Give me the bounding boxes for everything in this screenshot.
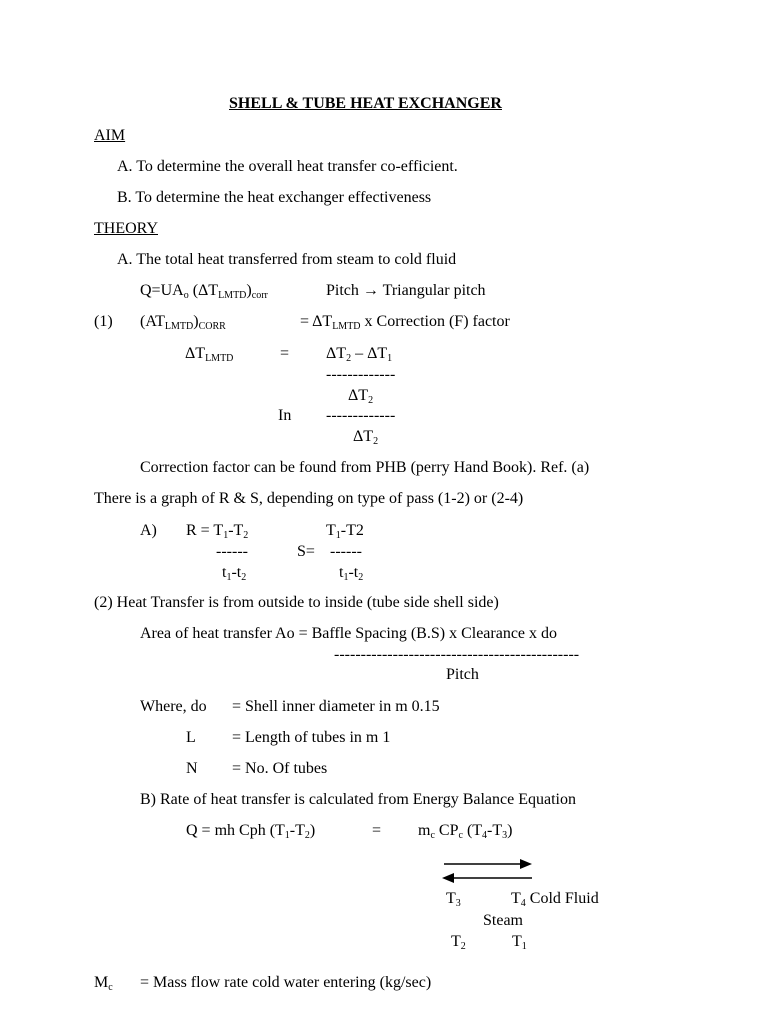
where-def-n: = No. Of tubes bbox=[232, 760, 328, 777]
lmtd-log-bottom: $\Delta T_2$ bbox=[353, 428, 379, 447]
s-equals: S= bbox=[297, 543, 315, 560]
q-balance-lhs: Q = mh Cph $(T_1-T_2)$ bbox=[186, 822, 316, 841]
energy-balance-text: B) Rate of heat transfer is calculated from Energy Balance Equation bbox=[140, 791, 576, 808]
where-sym-do: Where, do bbox=[140, 698, 207, 715]
aim-item-a: A. To determine the overall heat transfer co-efficient. bbox=[117, 158, 458, 175]
right-arrow-icon bbox=[442, 857, 534, 871]
corr-lhs: $(AT_{LMTD})_{CORR}$ bbox=[140, 313, 226, 332]
mc-definition: = Mass flow rate cold water entering (kg/sec) bbox=[140, 974, 432, 991]
t4-cold-fluid-label: $T_4$ Cold Fluid bbox=[511, 890, 599, 909]
aim-item-b: B. To determine the heat exchanger effectiveness bbox=[117, 189, 432, 206]
lmtd-lhs: $\Delta T_{LMTD}$ bbox=[185, 345, 234, 364]
area-denominator: Pitch bbox=[446, 666, 479, 683]
steam-label: Steam bbox=[483, 912, 523, 929]
theory-item-a: A. The total heat transferred from steam to cold fluid bbox=[117, 251, 457, 268]
area-divider: ---------------------------------------------- bbox=[334, 646, 580, 663]
area-formula: Area of heat transfer Ao = Baffle Spacing (B.S) x Clearance x do bbox=[140, 625, 558, 642]
q-equation: $Q=UA_o$ $(\Delta T_{LMTD})_{corr}$ bbox=[140, 282, 268, 301]
s-numerator: $T_1-T2$ bbox=[326, 522, 364, 541]
lmtd-divider: ------------- bbox=[326, 366, 396, 383]
pitch-note: Pitch → Triangular pitch bbox=[326, 282, 486, 299]
graph-text: There is a graph of R & S, depending on type of pass (1-2) or (2-4) bbox=[94, 490, 524, 507]
heat-direction: (2) Heat Transfer is from outside to inside (tube side shell side) bbox=[94, 594, 499, 611]
t2-label: $T_2$ bbox=[451, 933, 466, 952]
where-def-do: = Shell inner diameter in m 0.15 bbox=[232, 698, 440, 715]
equation-number: (1) bbox=[94, 313, 113, 330]
lmtd-ln: In bbox=[278, 407, 292, 424]
s-divider: ------ bbox=[330, 543, 362, 560]
correction-text: Correction factor can be found from PHB (perry Hand Book). Ref. (a) bbox=[140, 459, 590, 476]
left-arrow-icon bbox=[440, 871, 534, 885]
mc-symbol: $M_c$ bbox=[94, 974, 113, 993]
page-title: SHELL & TUBE HEAT EXCHANGER bbox=[229, 95, 502, 112]
aim-heading: AIM bbox=[94, 127, 126, 144]
lmtd-equals: = bbox=[280, 345, 290, 362]
q-balance-equals: = bbox=[372, 822, 382, 839]
theory-heading: THEORY bbox=[94, 220, 158, 237]
s-denominator: $t_1-t_2$ bbox=[339, 564, 364, 583]
r-divider: ------ bbox=[216, 543, 248, 560]
rs-label: A) bbox=[140, 522, 157, 539]
q-balance-rhs: $m_c$ $CP_c$ $(T_4-T_3)$ bbox=[418, 822, 513, 841]
lmtd-log-divider: ------------- bbox=[326, 407, 396, 424]
where-sym-n: N bbox=[186, 760, 198, 777]
t1-label: $T_1$ bbox=[512, 933, 527, 952]
where-def-l: = Length of tubes in m 1 bbox=[232, 729, 391, 746]
lmtd-numerator: $\Delta T_2 - \Delta T_1$ bbox=[326, 345, 393, 364]
where-sym-l: L bbox=[186, 729, 196, 746]
t3-label: $T_3$ bbox=[446, 890, 461, 909]
lmtd-log-top: $\Delta T_2$ bbox=[348, 387, 374, 406]
r-denominator: $t_1-t_2$ bbox=[222, 564, 247, 583]
corr-rhs: = $\Delta T_{LMTD}$ x Correction (F) factor bbox=[300, 313, 510, 332]
r-numerator: $R = T_1-T_2$ bbox=[186, 522, 249, 541]
